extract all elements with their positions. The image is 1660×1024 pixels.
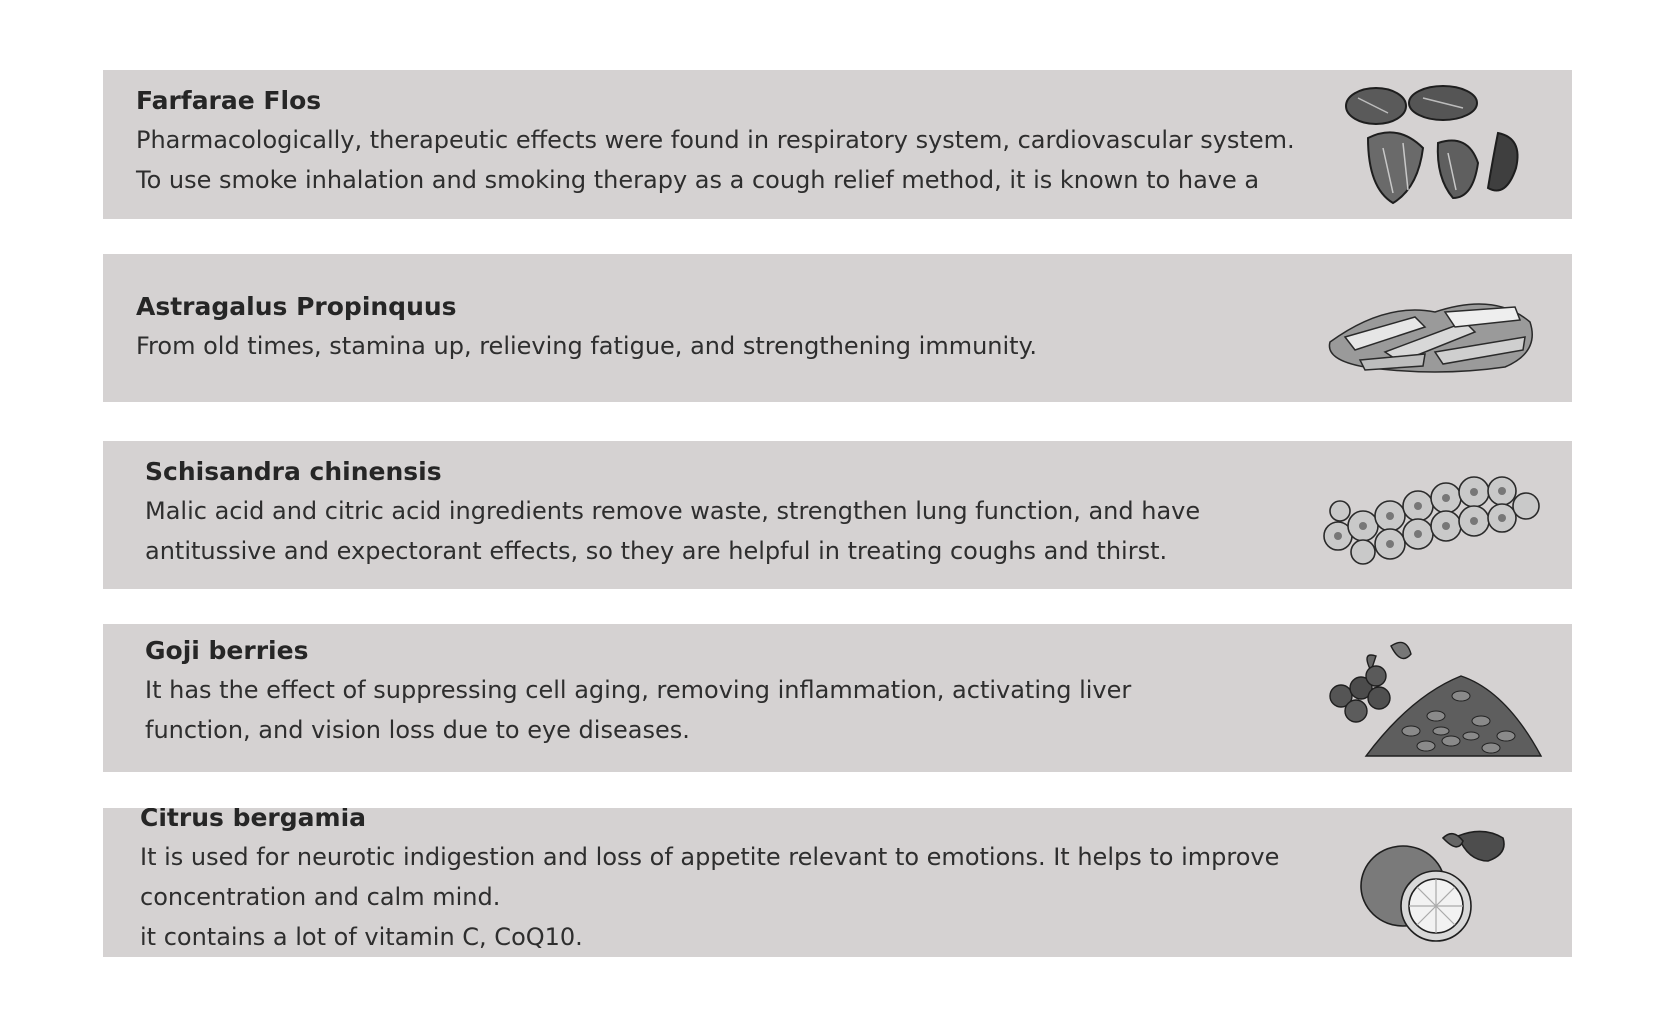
herb-description [136,326,1037,366]
herb-title: Schisandra chinensis [145,457,442,486]
herb-description [145,491,1200,571]
dried-flower-buds-icon [1328,78,1528,213]
description-line: From old times, stamina up, relieving fatigue, and strengthening immunity. [136,332,1037,360]
herb-card-astragalus-propinquus [103,254,1572,402]
description-line: Pharmacologically, therapeutic effects were found in respiratory system, cardiovascular system. [136,126,1295,154]
herb-title: Goji berries [145,636,309,665]
dried-berries-icon [1321,636,1546,766]
herb-description [145,670,1131,750]
herb-card-schisandra-chinensis [103,441,1572,589]
herb-description [140,837,1279,957]
herb-description [136,120,1295,200]
description-line: it contains a lot of vitamin C, CoQ10. [140,923,583,951]
berry-cluster-icon [1318,466,1543,566]
sliced-root-icon [1325,282,1540,377]
description-line: antitussive and expectorant effects, so they are helpful in treating coughs and thirst. [145,537,1168,565]
bergamot-fruit-icon [1358,826,1523,946]
description-line: To use smoke inhalation and smoking therapy as a cough relief method, it is known to have a [136,166,1260,194]
description-line: Malic acid and citric acid ingredients remove waste, strengthen lung function, and have [145,497,1201,525]
herb-card-goji-berries [103,624,1572,772]
description-line: function, and vision loss due to eye diseases. [145,716,690,744]
description-line: It has the effect of suppressing cell aging, removing inflammation, activating liver [145,676,1132,704]
herb-card-citrus-bergamia [103,808,1572,957]
herb-title: Farfarae Flos [136,86,322,115]
description-line: It is used for neurotic indigestion and loss of appetite relevant to emotions. It helps to improve [140,843,1280,871]
herb-title: Astragalus Propinquus [136,292,457,321]
herb-title: Citrus bergamia [140,808,367,832]
herb-card-farfarae-flos [103,70,1572,219]
description-line: concentration and calm mind. [140,883,501,911]
